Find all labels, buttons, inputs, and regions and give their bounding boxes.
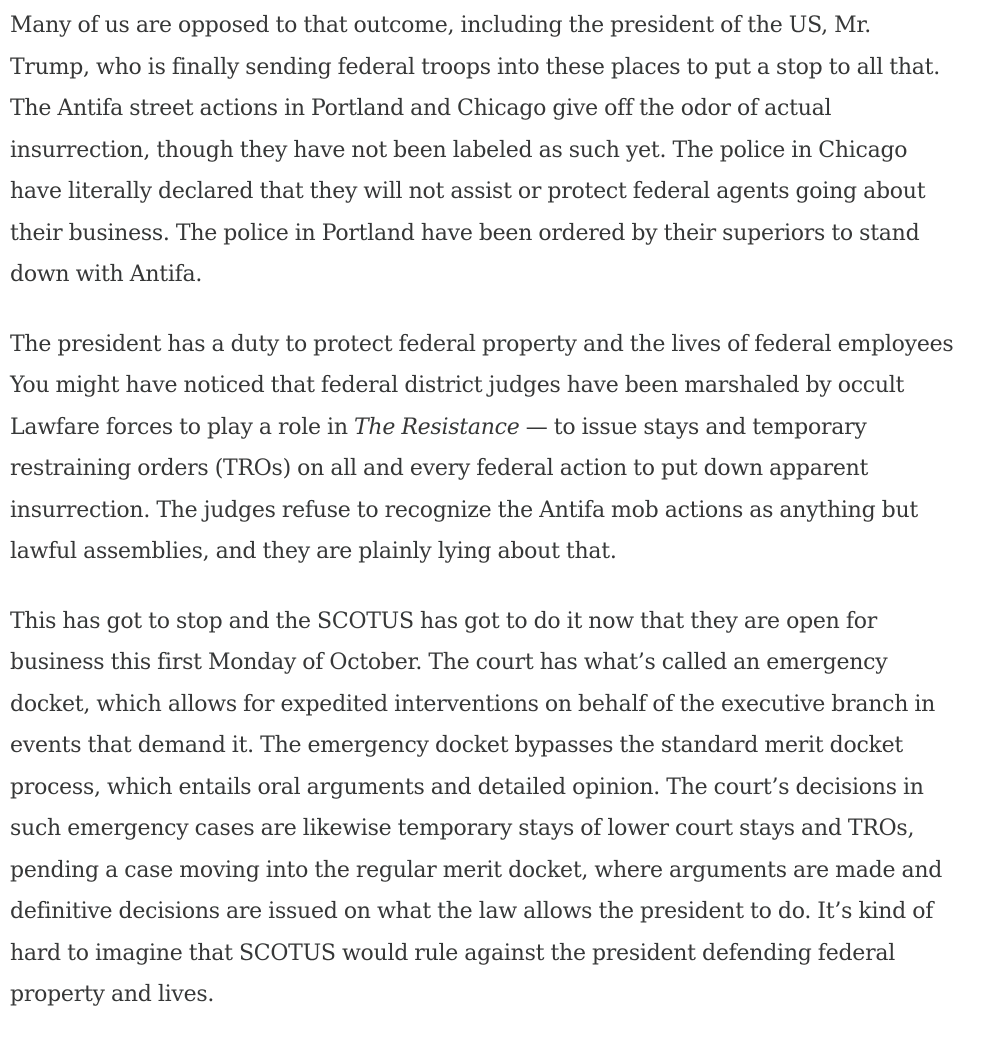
paragraph-line: such emergency cases are likewise temporary stays of lower court stays and TROs, [10, 816, 915, 841]
paragraph-line: lawful assemblies, and they are plainly lying about that. [10, 539, 617, 564]
paragraph-line: insurrection, though they have not been labeled as such yet. The police in Chicago [10, 137, 908, 163]
paragraph-line: restraining orders (TROs) on all and every federal action to put down apparent [10, 456, 869, 481]
paragraph-line-with-emphasis [10, 407, 992, 449]
paragraph-3 [10, 601, 992, 1016]
paragraph-2 [10, 324, 992, 573]
paragraph-line: process, which entails oral arguments and detailed opinion. The court’s decisions in [10, 774, 924, 800]
paragraph-line: The Antifa street actions in Portland and Chicago give off the odor of actual [10, 96, 832, 121]
paragraph-line: property and lives. [10, 982, 215, 1007]
paragraph-line: The president has a duty to protect federal property and the lives of federal employees [10, 331, 954, 357]
paragraph-line: definitive decisions are issued on what the law allows the president to do. It’s kind of [10, 899, 934, 924]
paragraph-line: their business. The police in Portland have been ordered by their superiors to stand [10, 220, 920, 246]
emphasized-title: The Resistance [353, 414, 520, 440]
paragraph-line: pending a case moving into the regular merit docket, where arguments are made and [10, 857, 943, 883]
paragraph-line: Trump, who is finally sending federal troops into these places to put a stop to all that. [10, 54, 940, 80]
paragraph-line: have literally declared that they will not assist or protect federal agents going about [10, 179, 926, 204]
line-text: — to issue stays and temporary [519, 414, 867, 440]
paragraph-line: insurrection. The judges refuse to recognize the Antifa mob actions as anything but [10, 497, 919, 523]
line-text: Lawfare forces to play a role in [10, 414, 354, 440]
paragraph-line: down with Antifa. [10, 262, 203, 287]
paragraph-line: docket, which allows for expedited interventions on behalf of the executive branch in [10, 691, 936, 717]
paragraph-line: You might have noticed that federal district judges have been marshaled by occult [10, 373, 905, 398]
article-body [10, 5, 992, 1044]
paragraph-1 [10, 5, 992, 296]
paragraph-line: events that demand it. The emergency docket bypasses the standard merit docket [10, 733, 903, 758]
paragraph-line: hard to imagine that SCOTUS would rule against the president defending federal [10, 940, 895, 966]
paragraph-line: business this first Monday of October. The court has what’s called an emergency [10, 650, 888, 675]
paragraph-line: Many of us are opposed to that outcome, including the president of the US, Mr. [10, 13, 871, 38]
paragraph-line: This has got to stop and the SCOTUS has got to do it now that they are open for [10, 608, 877, 634]
